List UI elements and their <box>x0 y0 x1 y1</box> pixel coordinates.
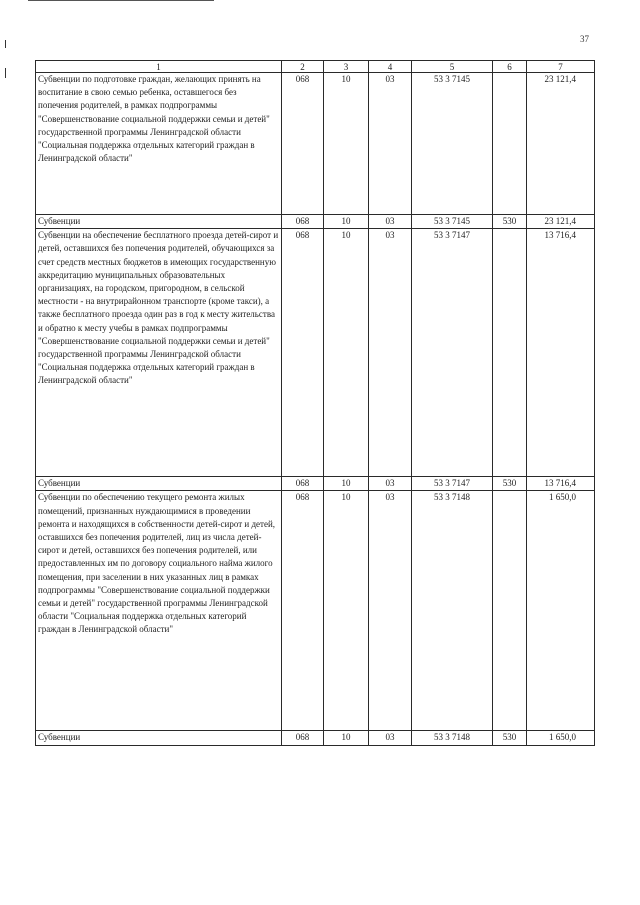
row-expense-type <box>493 229 527 477</box>
column-number-header: 4 <box>369 61 412 73</box>
row-section: 10 <box>324 73 369 215</box>
row-sum: 23 121,4 <box>527 215 595 229</box>
row-name: Субвенции <box>36 477 282 491</box>
row-name: Субвенции <box>36 731 282 745</box>
row-target-article: 53 3 7145 <box>412 215 493 229</box>
row-subsection: 03 <box>369 477 412 491</box>
row-expense-type <box>493 73 527 215</box>
column-number-header: 3 <box>324 61 369 73</box>
row-section: 10 <box>324 229 369 477</box>
table-row <box>36 229 595 477</box>
row-target-article: 53 3 7148 <box>412 731 493 745</box>
budget-table <box>35 60 595 746</box>
table-row <box>36 731 595 745</box>
row-sum: 13 716,4 <box>527 229 595 477</box>
row-section: 10 <box>324 477 369 491</box>
row-expense-type: 530 <box>493 215 527 229</box>
page-number: 37 <box>580 34 589 44</box>
row-section: 10 <box>324 215 369 229</box>
row-target-article: 53 3 7145 <box>412 73 493 215</box>
row-sum: 23 121,4 <box>527 73 595 215</box>
row-target-article: 53 3 7147 <box>412 229 493 477</box>
table-row <box>36 477 595 491</box>
row-sum: 1 650,0 <box>527 491 595 731</box>
scan-margin-mark <box>5 68 6 78</box>
row-subsection: 03 <box>369 215 412 229</box>
row-target-article: 53 3 7148 <box>412 491 493 731</box>
row-name: Субвенции <box>36 215 282 229</box>
column-number-header: 1 <box>36 61 282 73</box>
scan-margin-mark <box>5 40 6 48</box>
row-name: Субвенции на обеспечение бесплатного проезда детей-сирот и детей, оставшихся без попечения родителей, обучающихся за счет средств местных бюджетов в имеющих государственную аккредитацию муниципальных образовательных организациях, на городском, пригородном, в сельской местности - на внутрирайонном транспорте (кроме такси), а также бесплатного проезда один раз в год к месту жительства и обратно к месту учебы в рамках подпрограммы "Совершенствование социальной поддержки семьи и детей" государственной программы Ленинградской области "Социальная поддержка отдельных категорий граждан в Ленинградской области" <box>36 229 282 477</box>
row-name: Субвенции по обеспечению текущего ремонта жилых помещений, признанных нуждающимися в проведении ремонта и находящихся в собственности детей-сирот и детей, оставшихся без попечения родителей, лиц из числа детей-сирот и детей, оставшихся без попечения родителей, или предоставленных им по договору социального найма жилого помещения, при заселении в них указанных лиц в рамках подпрограммы "Совершенствование социальной поддержки семьи и детей" государственной программы Ленинградской области "Социальная поддержка отдельных категорий граждан в Ленинградской области" <box>36 491 282 731</box>
row-subsection: 03 <box>369 731 412 745</box>
row-target-article: 53 3 7147 <box>412 477 493 491</box>
table-row <box>36 215 595 229</box>
row-section: 10 <box>324 491 369 731</box>
row-sum: 13 716,4 <box>527 477 595 491</box>
row-subsection: 03 <box>369 73 412 215</box>
row-grbs: 068 <box>282 491 324 731</box>
row-grbs: 068 <box>282 477 324 491</box>
row-section: 10 <box>324 731 369 745</box>
row-grbs: 068 <box>282 229 324 477</box>
row-sum: 1 650,0 <box>527 731 595 745</box>
row-name: Субвенции по подготовке граждан, желающих принять на воспитание в свою семью ребенка, оставшегося без попечения родителей, в рамках подпрограммы "Совершенствование социальной поддержки семьи и детей" государственной программы Ленинградской области "Социальная поддержка отдельных категорий граждан в Ленинградской области" <box>36 73 282 215</box>
table-header-row <box>36 61 595 73</box>
column-number-header: 6 <box>493 61 527 73</box>
row-grbs: 068 <box>282 215 324 229</box>
column-number-header: 2 <box>282 61 324 73</box>
column-number-header: 5 <box>412 61 493 73</box>
scan-top-line <box>28 0 214 1</box>
row-subsection: 03 <box>369 491 412 731</box>
row-expense-type: 530 <box>493 477 527 491</box>
table-row <box>36 491 595 731</box>
row-expense-type: 530 <box>493 731 527 745</box>
table-row <box>36 73 595 215</box>
column-number-header: 7 <box>527 61 595 73</box>
row-expense-type <box>493 491 527 731</box>
row-grbs: 068 <box>282 731 324 745</box>
row-grbs: 068 <box>282 73 324 215</box>
row-subsection: 03 <box>369 229 412 477</box>
